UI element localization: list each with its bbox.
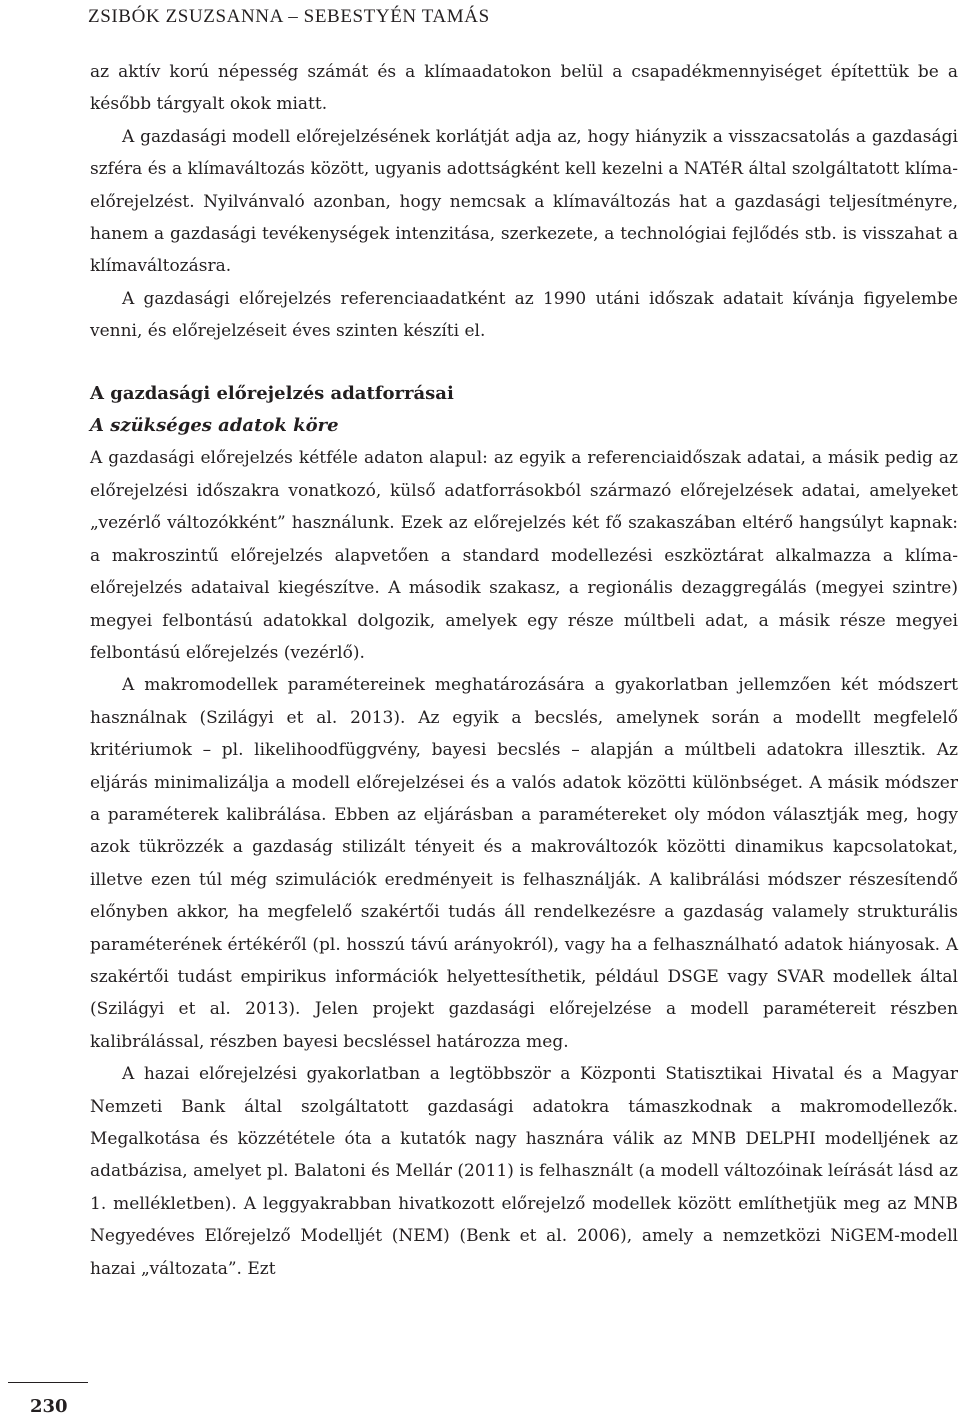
paragraph-6: A hazai előrejelzési gyakorlatban a legtöbbször a Központi Statisztikai Hivatal és a Magyar Nemzeti Bank által szolgáltatott gazdasági adatokra támaszkodnak a makromodellezők. Megalkotása és közzététele óta a kutatók nagy hasznára válik az MNB DELPHI modelljének az adatbázisa, amelyet pl. Balatoni és Mellár (2011) is felhasznált (a modell változóinak leírását lásd az 1. mellékletben). A leggyakrabban hivatkozott előrejelző modellek között említhetjük meg az MNB Negyedéves Előrejelző Modelljét (NEM) (Benk et al. 2006), amely a nemzetközi NiGEM-modell hazai „változata”. Ezt bbox=[90, 1064, 958, 1279]
paragraph-4: A gazdasági előrejelzés kétféle adaton alapul: az egyik a referenciaidőszak adatai, a másik pedig az előrejelzési időszakra vonatkozó, külső adatforrásokból származó előrejelzések adatai, amelyeket „vezérlő változókként” használunk. Ezek az előrejelzés két fő szakaszában eltérő hangsúlyt kapnak: a makroszintű előrejelzés alapvetően a standard modellezési eszköztárat alkalmazza a klíma-előrejelzés adataival kiegészítve. A második szakasz, a regionális dezaggregálás (megyei szintre) megyei felbontású adatokkal dolgozik, amelyek egy része múltbeli adat, a másik része megyei felbontású előrejelzés (vezérlő). bbox=[90, 448, 958, 663]
paragraph-1: az aktív korú népesség számát és a klímaadatokon belül a csapadékmennyiséget építettük be a később tárgyalt okok miatt. bbox=[90, 62, 958, 115]
paragraph-5: A makromodellek paramétereinek meghatározására a gyakorlatban jellemzően két módszert használnak (Szilágyi et al. 2013). Az egyik a becslés, amelynek során a modellt megfelelő kritériumok – pl. likelihoodfüggvény, bayesi becslés – alapján a múltbeli adatokra illesztik. Az eljárás minimalizálja a modell előrejelzései és a valós adatok közötti különbséget. A másik módszer a paraméterek kalibrálása. Ebben az eljárásban a paramétereket oly módon választják meg, hogy azok tükrözzék a gazdaság stilizált tényeit és a makrováltozók közötti dinamikus kapcsolatokat, illetve ezen túl még szimulációk eredményeit is felhasználják. A kalibrálási módszer részesítendő előnyben akkor, ha megfelelő szakértői tudás áll rendelkezésre a gazdaság valamely strukturális paraméterének értékéről (pl. hosszú távú arányokról), vagy ha a felhasználható adatok hiányosak. A szakértői tudást empirikus információk helyettesíthetik, például DSGE vagy SVAR modellek által (Szilágyi et al. 2013). Jelen projekt gazdasági előrejelzése a modell paramétereit részben kalibrálással, részben bayesi becsléssel határozza meg. bbox=[90, 675, 958, 1052]
page-number: 230 bbox=[30, 1396, 68, 1417]
footer-divider bbox=[8, 1382, 88, 1383]
paragraph-2: A gazdasági modell előrejelzésének korlátját adja az, hogy hiányzik a visszacsatolás a gazdasági szféra és a klímaváltozás között, ugyanis adottságként kell kezelni a NATéR által szolgáltatott klíma-előrejelzést. Nyilvánvaló azonban, hogy nemcsak a klímaváltozás hat a gazdasági teljesítményre, hanem a gazdasági tevékenységek intenzitása, szerkezete, a technológiai fejlődés stb. is visszahat a klímaváltozásra. bbox=[90, 126, 958, 277]
section-subheading: A szükséges adatok köre bbox=[90, 415, 339, 437]
running-header: ZSIBÓK ZSUZSANNA – SEBESTYÉN TAMÁS bbox=[88, 6, 490, 27]
paragraph-3: A gazdasági előrejelzés referenciaadatként az 1990 utáni időszak adatait kívánja figyelembe venni, és előrejelzéseit éves szinten készíti el. bbox=[90, 288, 958, 342]
section-heading: A gazdasági előrejelzés adatforrásai bbox=[90, 382, 454, 404]
page-body bbox=[90, 56, 958, 1285]
